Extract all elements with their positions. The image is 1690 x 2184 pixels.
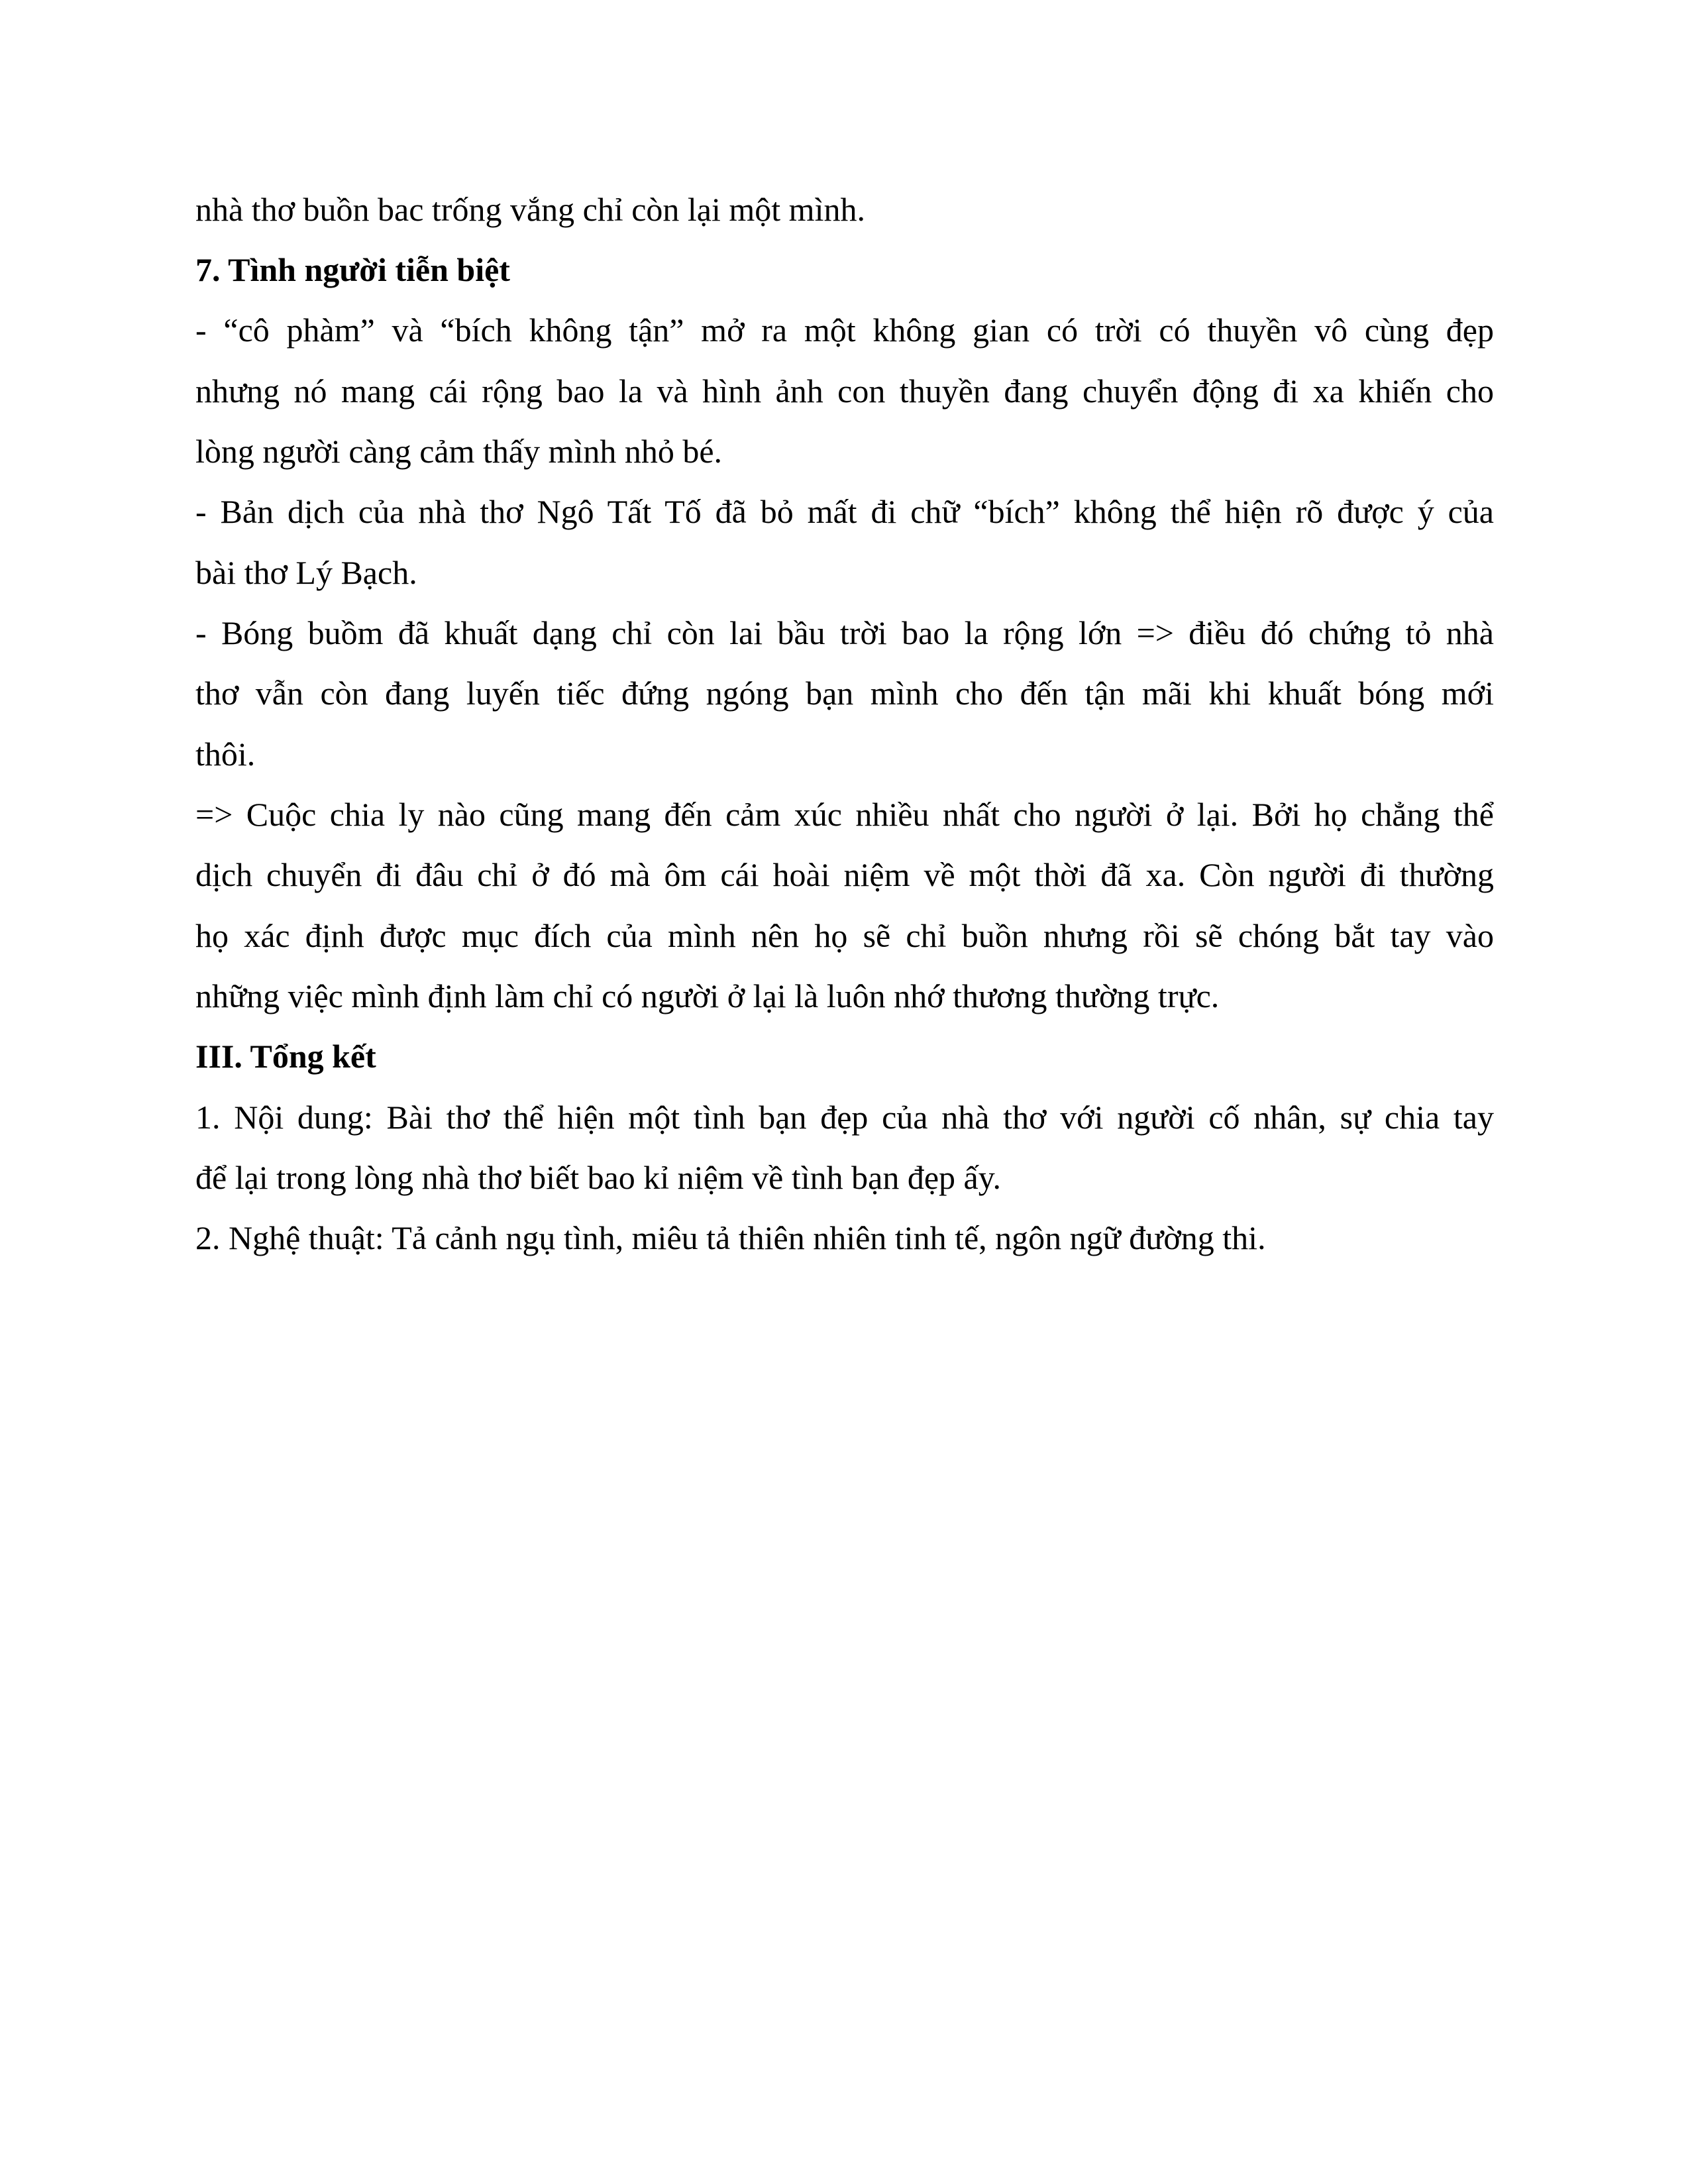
section-heading: III. Tổng kết — [195, 1038, 376, 1075]
body-line: - “cô phàm” và “bích không tận” mở ra một không gian có trời có thuyền vô cùng đẹp — [195, 311, 1494, 349]
body-line: nhưng nó mang cái rộng bao la và hình ảnh con thuyền đang chuyển động đi xa khiến cho — [195, 372, 1494, 410]
body-line: => Cuộc chia ly nào cũng mang đến cảm xúc nhiều nhất cho người ở lại. Bởi họ chẳng thể — [195, 796, 1494, 833]
body-line: 2. Nghệ thuật: Tả cảnh ngụ tình, miêu tả thiên nhiên tinh tế, ngôn ngữ đường thi. — [195, 1219, 1266, 1256]
body-line: thôi. — [195, 736, 256, 773]
body-line: 1. Nội dung: Bài thơ thể hiện một tình bạn đẹp của nhà thơ với người cố nhân, sự chia tay — [195, 1099, 1494, 1136]
body-line: bài thơ Lý Bạch. — [195, 554, 417, 591]
body-line: - Bản dịch của nhà thơ Ngô Tất Tố đã bỏ mất đi chữ “bích” không thể hiện rõ được ý của — [195, 493, 1494, 530]
body-line: dịch chuyển đi đâu chỉ ở đó mà ôm cái hoài niệm về một thời đã xa. Còn người đi thường — [195, 856, 1494, 893]
body-line: để lại trong lòng nhà thơ biết bao kỉ niệm về tình bạn đẹp ấy. — [195, 1159, 1001, 1196]
body-line: những việc mình định làm chỉ có người ở lại là luôn nhớ thương thường trực. — [195, 977, 1220, 1014]
body-line: nhà thơ buồn bac trống vắng chỉ còn lại một mình. — [195, 191, 865, 228]
body-line: - Bóng buồm đã khuất dạng chỉ còn lai bầu trời bao la rộng lớn => điều đó chứng tỏ nhà — [195, 614, 1494, 651]
section-heading: 7. Tình người tiễn biệt — [195, 251, 510, 288]
body-line: lòng người càng cảm thấy mình nhỏ bé. — [195, 433, 723, 470]
body-line: thơ vẫn còn đang luyến tiếc đứng ngóng bạn mình cho đến tận mãi khi khuất bóng mới — [195, 675, 1494, 712]
body-line: họ xác định được mục đích của mình nên họ sẽ chỉ buồn nhưng rồi sẽ chóng bắt tay vào — [195, 917, 1494, 954]
